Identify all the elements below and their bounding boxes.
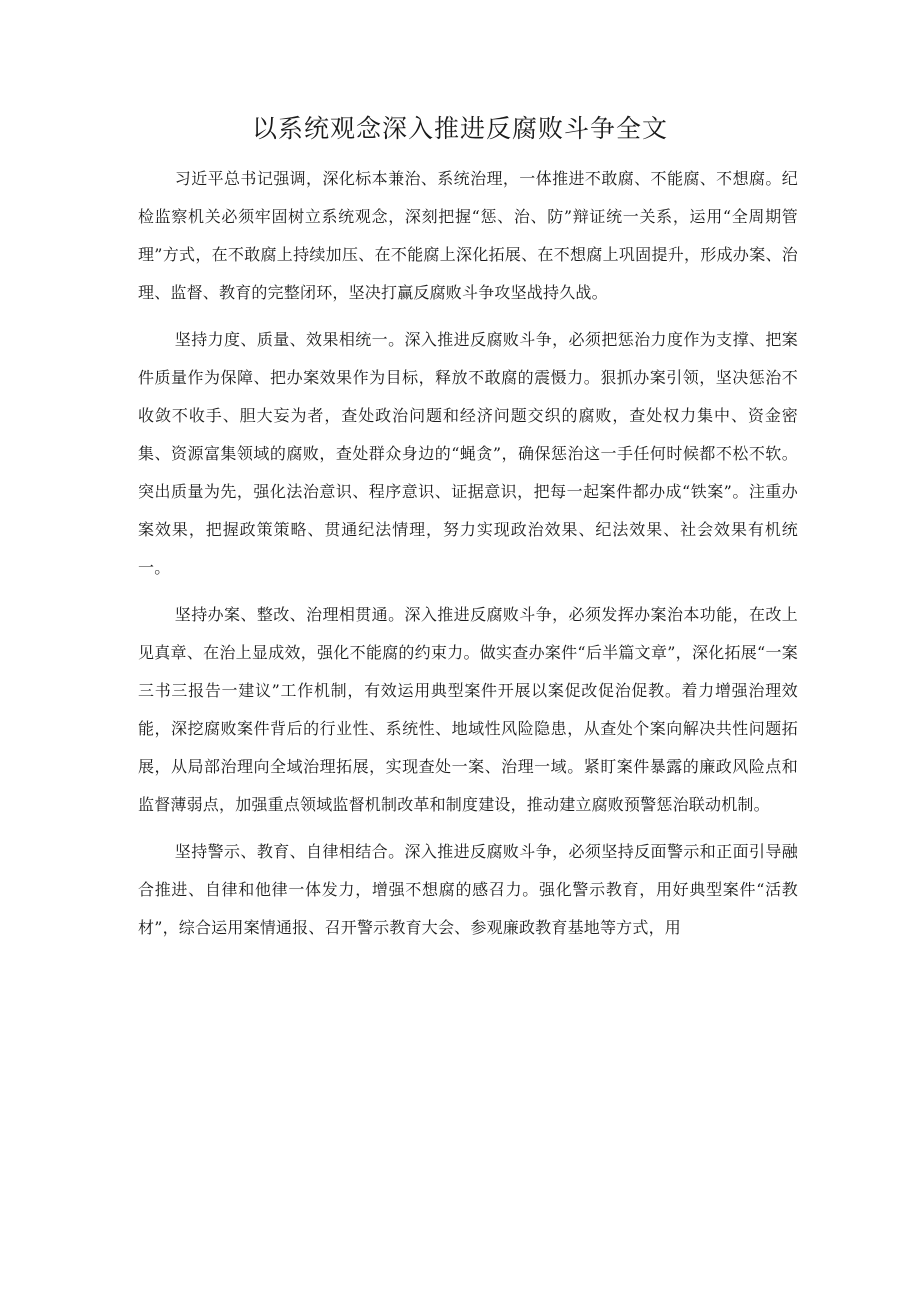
document-title: 以系统观念深入推进反腐败斗争全文 — [251, 114, 668, 143]
paragraph-warning-education-discipline: 坚持警示、教育、自律相结合。深入推进反腐败斗争，必须坚持反面警示和正面引导融合推进、自律和他律一体发力，增强不想腐的感召力。强化警示教育，用好典型案件“活教材”，综合运用案情通报、召开警示教育大会、参观廉政教育基地等方式，用 — [138, 842, 798, 937]
document-body — [138, 160, 798, 956]
paragraph-intensity-quality-effect: 坚持力度、质量、效果相统一。深入推进反腐败斗争，必须把惩治力度作为支撑、把案件质量作为保障、把办案效果作为目标，释放不敢腐的震慑力。狠抓办案引领，坚决惩治不收敛不收手、胆大妄为者，查处政治问题和经济问题交织的腐败，查处权力集中、资金密集、资源富集领域的腐败，查处群众身边的“蝇贪”，确保惩治这一手任何时候都不松不软。突出质量为先，强化法治意识、程序意识、证据意识，把每一起案件都办成“铁案”。注重办案效果，把握政策策略、贯通纪法情理，努力实现政治效果、纪法效果、社会效果有机统一。 — [138, 330, 798, 577]
paragraph-intro: 习近平总书记强调，深化标本兼治、系统治理，一体推进不敢腐、不能腐、不想腐。纪检监察机关必须牢固树立系统观念，深刻把握“惩、治、防”辩证统一关系，运用“全周期管理”方式，在不敢腐上持续加压、在不能腐上深化拓展、在不想腐上巩固提升，形成办案、治理、监督、教育的完整闭环，坚决打赢反腐败斗争攻坚战持久战。 — [138, 169, 798, 302]
paragraph-case-rectify-govern: 坚持办案、整改、治理相贯通。深入推进反腐败斗争，必须发挥办案治本功能，在改上见真章、在治上显成效，强化不能腐的约束力。做实查办案件“后半篇文章”，深化拓展“一案三书三报告一建议”工作机制，有效运用典型案件开展以案促改促治促教。着力增强治理效能，深挖腐败案件背后的行业性、系统性、地域性风险隐患，从查处个案向解决共性问题拓展，从局部治理向全域治理拓展，实现查处一案、治理一域。紧盯案件暴露的廉政风险点和监督薄弱点，加强重点领域监督机制改革和制度建设，推动建立腐败预警惩治联动机制。 — [138, 605, 798, 814]
